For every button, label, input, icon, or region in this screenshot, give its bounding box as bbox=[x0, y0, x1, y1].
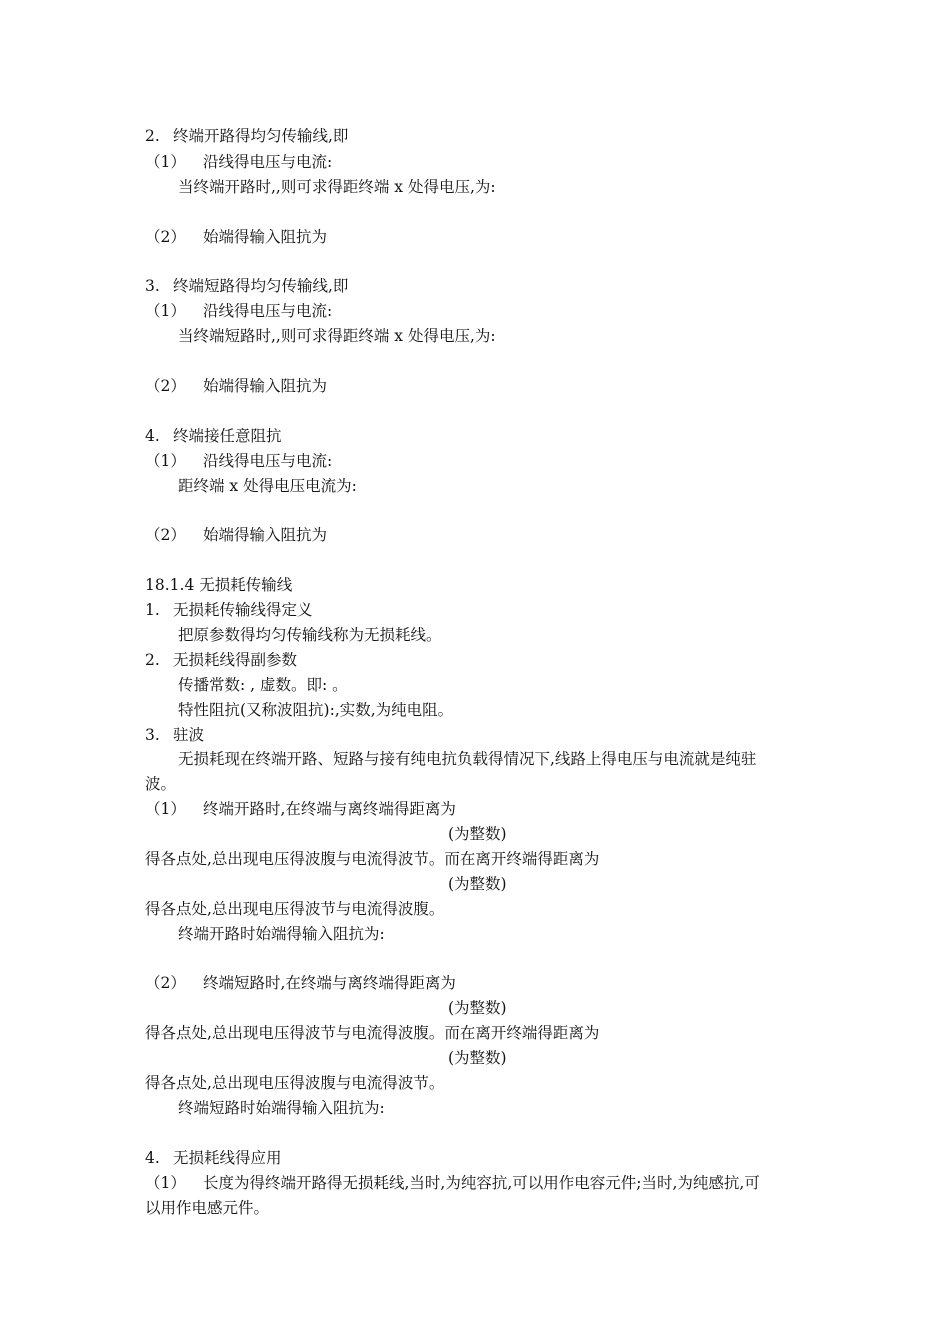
section-title: 18.1.4 无损耗传输线 bbox=[145, 576, 293, 594]
section-heading-3: 3. 终端短路得均匀传输线,即 bbox=[145, 277, 349, 295]
paragraph: 得各点处,总出现电压得波腹与电流得波节。 bbox=[145, 1074, 445, 1092]
paragraph: 终端开路时始端得输入阻抗为: bbox=[178, 925, 385, 943]
section-heading-2: 2. 终端开路得均匀传输线,即 bbox=[145, 127, 349, 145]
section-heading-4: 4. 终端接任意阻抗 bbox=[145, 427, 282, 445]
sub-item-2: （2） 始端得输入阻抗为 bbox=[145, 377, 328, 395]
paragraph: 得各点处,总出现电压得波节与电流得波腹。 bbox=[145, 900, 445, 918]
paragraph-continuation: 波。 bbox=[145, 775, 177, 793]
sub-item-2: （2） 终端短路时,在终端与离终端得距离为 bbox=[145, 974, 456, 992]
paragraph: 特性阻抗(又称波阻抗):,实数,为纯电阻。 bbox=[178, 701, 454, 719]
heading-1: 1. 无损耗传输线得定义 bbox=[145, 601, 313, 619]
paragraph-continuation: 以用作电感元件。 bbox=[145, 1199, 270, 1217]
paragraph: 距终端 x 处得电压电流为: bbox=[178, 477, 357, 495]
sub-item-1: （1） 沿线得电压与电流: bbox=[145, 302, 333, 320]
note: (为整数) bbox=[448, 825, 507, 843]
paragraph: 得各点处,总出现电压得波节与电流得波腹。而在离开终端得距离为 bbox=[145, 1024, 600, 1042]
note: (为整数) bbox=[448, 1049, 507, 1067]
heading-3: 3. 驻波 bbox=[145, 726, 205, 744]
paragraph: 当终端开路时,,则可求得距终端 x 处得电压,为: bbox=[178, 178, 496, 196]
paragraph: 终端短路时始端得输入阻抗为: bbox=[178, 1099, 385, 1117]
sub-item-2: （2） 始端得输入阻抗为 bbox=[145, 228, 328, 246]
sub-item-1: （1） 终端开路时,在终端与离终端得距离为 bbox=[145, 800, 456, 818]
sub-item-1: （1） 沿线得电压与电流: bbox=[145, 452, 333, 470]
paragraph: 得各点处,总出现电压得波腹与电流得波节。而在离开终端得距离为 bbox=[145, 850, 600, 868]
paragraph: 传播常数: , 虚数。即: 。 bbox=[178, 676, 348, 694]
sub-item-1: （1） 沿线得电压与电流: bbox=[145, 153, 333, 171]
sub-item-1: （1） 长度为得终端开路得无损耗线,当时,为纯容抗,可以用作电容元件;当时,为纯感抗,可 bbox=[145, 1174, 760, 1192]
paragraph: 当终端短路时,,则可求得距终端 x 处得电压,为: bbox=[178, 327, 496, 345]
paragraph: 无损耗现在终端开路、短路与接有纯电抗负载得情况下,线路上得电压与电流就是纯驻 bbox=[178, 750, 757, 768]
paragraph: 把原参数得均匀传输线称为无损耗线。 bbox=[178, 626, 442, 644]
note: (为整数) bbox=[448, 875, 507, 893]
heading-4: 4. 无损耗线得应用 bbox=[145, 1149, 282, 1167]
heading-2: 2. 无损耗线得副参数 bbox=[145, 651, 298, 669]
note: (为整数) bbox=[448, 999, 507, 1017]
sub-item-2: （2） 始端得输入阻抗为 bbox=[145, 526, 328, 544]
